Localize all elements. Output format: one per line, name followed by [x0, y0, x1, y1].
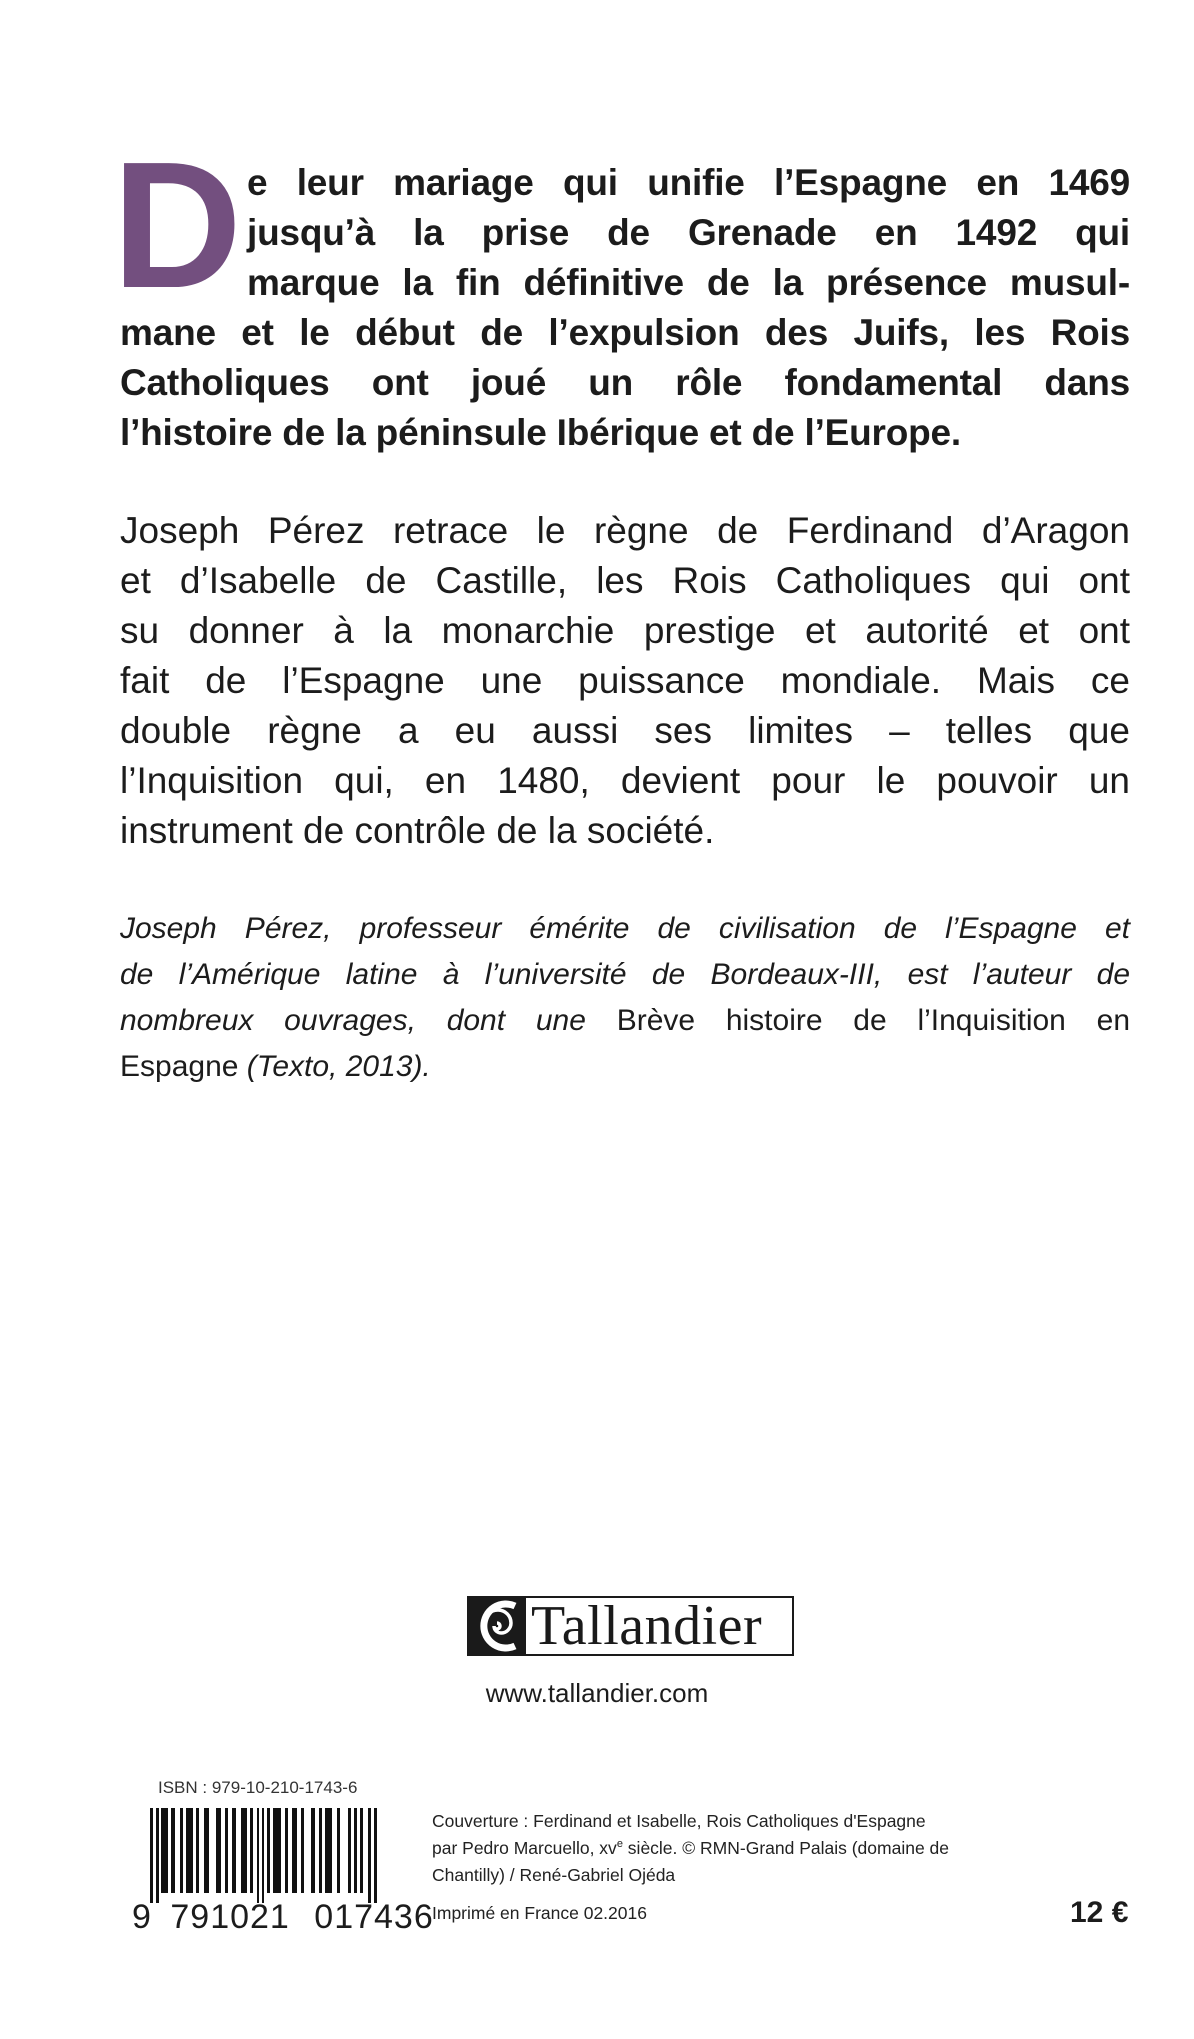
summary-line: l’Inquisition qui, en 1480, devient pour le pouvoir un [120, 760, 1130, 801]
intro-line: jusqu’à la prise de Grenade en 1492 qui [247, 212, 1130, 253]
bio-text: nombreux ouvrages, dont une [120, 1004, 617, 1037]
book-title: Brève histoire de l’Inquisition en [616, 1004, 1131, 1037]
credits-line: Chantilly) / René-Gabriel Ojéda [432, 1865, 676, 1885]
barcode-digits-group2: 017436 [314, 1898, 434, 1936]
cover-credits [432, 1808, 949, 1889]
logo-text: Tallandier [531, 1595, 763, 1657]
summary-line: et d’Isabelle de Castille, les Rois Catholiques qui ont [120, 560, 1130, 601]
credits-text: siècle. © RMN-Grand Palais (domaine de [622, 1838, 950, 1858]
intro-line: Catholiques ont joué un rôle fondamental dans [120, 362, 1130, 403]
intro-line: e leur mariage qui unifie l’Espagne en 1469 [247, 162, 1130, 203]
isbn-label: ISBN : 979-10-210-1743-6 [158, 1778, 358, 1797]
summary-line: double règne a eu aussi ses limites – telles que [120, 710, 1130, 751]
credits-text: par Pedro Marcuello, xv [432, 1838, 617, 1858]
bio-line [120, 1050, 431, 1084]
publisher-url[interactable]: www.tallandier.com [485, 1678, 709, 1708]
summary-line: Joseph Pérez retrace le règne de Ferdinand d’Aragon [120, 510, 1130, 551]
intro-line: mane et le début de l’expulsion des Juifs, les Rois [120, 312, 1130, 353]
summary-line: instrument de contrôle de la société. [120, 810, 715, 851]
barcode-digit-lead: 9 [132, 1898, 152, 1936]
summary-line: fait de l’Espagne une puissance mondiale. Mais ce [120, 660, 1130, 701]
barcode-digits-group1: 791021 [170, 1898, 290, 1936]
spiral-icon [469, 1598, 526, 1654]
bio-text: (Texto, 2013). [238, 1050, 431, 1083]
intro-line: marque la fin définitive de la présence musul- [247, 262, 1130, 303]
superscript: e [616, 1838, 623, 1851]
barcode [150, 1808, 388, 1903]
drop-cap: D [112, 125, 242, 326]
price: 12 € [1070, 1896, 1129, 1929]
summary-line: su donner à la monarchie prestige et autorité et ont [120, 610, 1130, 651]
intro-line: l’histoire de la péninsule Ibérique et de l’Europe. [120, 412, 961, 453]
book-title: Espagne [120, 1050, 239, 1083]
bio-line: Joseph Pérez, professeur émérite de civilisation de l’Espagne et [120, 912, 1130, 945]
credits-line: Couverture : Ferdinand et Isabelle, Rois Catholiques d'Espagne [432, 1811, 926, 1831]
publisher-logo [467, 1596, 794, 1656]
printed-info: Imprimé en France 02.2016 [432, 1903, 647, 1923]
bio-line: de l’Amérique latine à l’université de Bordeaux-III, est l’auteur de [120, 958, 1130, 991]
barcode-digits [132, 1898, 434, 1937]
credits-line [432, 1835, 949, 1862]
bio-line [120, 1004, 1130, 1038]
